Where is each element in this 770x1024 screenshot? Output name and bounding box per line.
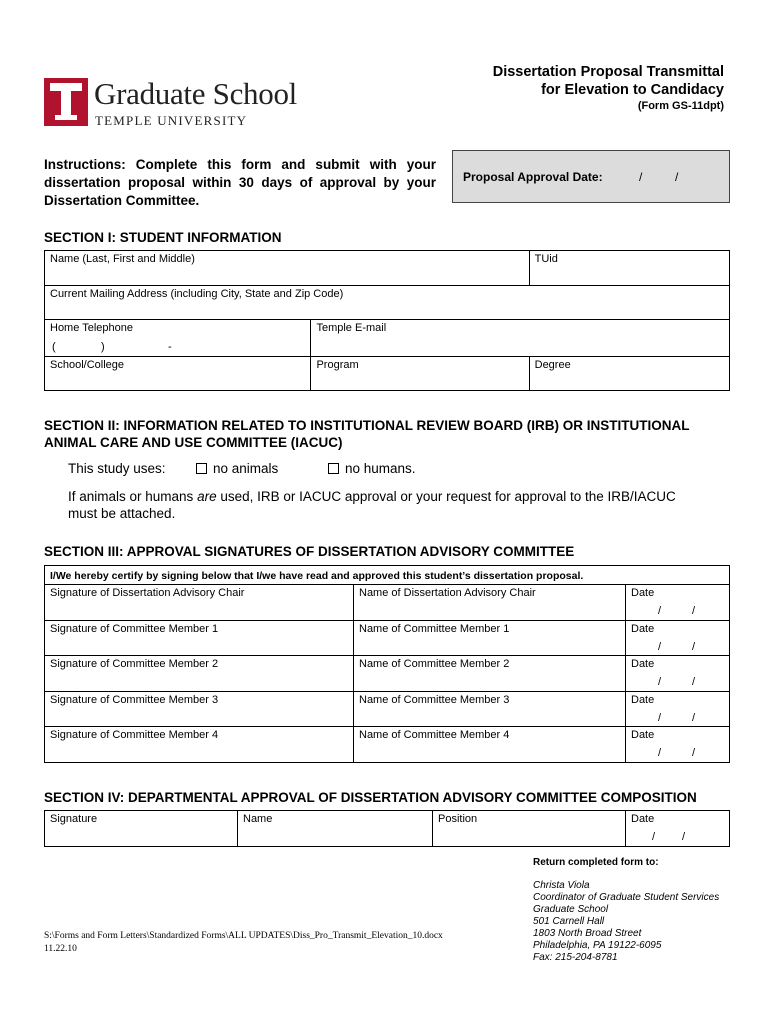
dept-signature-field[interactable] <box>45 811 238 847</box>
date-sep: / <box>652 831 656 843</box>
logo-university-name: TEMPLE UNIVERSITY <box>95 113 248 128</box>
school-college-field[interactable] <box>45 357 311 391</box>
member-name-field[interactable] <box>354 621 626 656</box>
return-address <box>533 880 719 964</box>
instructions-text: Instructions: Complete this form and submit with your dissertation proposal within 30 days of approval by your Dissertation Committee. <box>44 157 436 208</box>
date-sep: / <box>658 747 662 759</box>
address-line: 501 Carnell Hall <box>533 916 605 927</box>
signature-row <box>45 585 730 621</box>
temple-email-field[interactable] <box>311 320 730 357</box>
date-label: Date <box>631 658 655 670</box>
address-field[interactable] <box>45 286 730 320</box>
phone-close-paren: ) <box>101 341 105 353</box>
date-sep: / <box>692 747 696 759</box>
home-telephone-field[interactable] <box>45 320 311 357</box>
email-label: Temple E-mail <box>316 322 387 334</box>
name-field[interactable] <box>45 251 530 286</box>
dept-date-label: Date <box>631 813 655 825</box>
section4-heading: SECTION IV: DEPARTMENTAL APPROVAL OF DISSERTATION ADVISORY COMMITTEE COMPOSITION <box>44 790 697 805</box>
signature-field[interactable] <box>45 692 354 727</box>
tuid-field[interactable] <box>529 251 729 286</box>
date-label: Date <box>631 694 655 706</box>
member-name-label: Name of Dissertation Advisory Chair <box>359 587 536 599</box>
phone-label: Home Telephone <box>50 322 133 334</box>
dept-name-label: Name <box>243 813 273 825</box>
member-name-label: Name of Committee Member 2 <box>359 658 510 670</box>
signature-label: Signature of Dissertation Advisory Chair <box>50 587 245 599</box>
date-sep: / <box>658 676 662 688</box>
address-line: Fax: 215-204-8781 <box>533 952 618 963</box>
name-label: Name (Last, First and Middle) <box>50 253 195 265</box>
program-label: Program <box>316 359 359 371</box>
proposal-approval-date-box[interactable] <box>452 150 730 203</box>
signature-label: Signature of Committee Member 3 <box>50 694 219 706</box>
file-path-footer <box>44 930 443 956</box>
irb-note-emphasis: are <box>197 489 217 504</box>
date-sep: / <box>692 605 696 617</box>
date-sep: / <box>692 712 696 724</box>
dept-position-label: Position <box>438 813 478 825</box>
signature-field[interactable] <box>45 585 354 621</box>
degree-label: Degree <box>534 359 571 371</box>
signature-row <box>45 692 730 727</box>
member-name-field[interactable] <box>354 585 626 621</box>
irb-note-part2: used, IRB or IACUC approval or your request for approval to the IRB/IACUC must be attached. <box>68 489 676 521</box>
address-line: 1803 North Broad Street <box>533 928 642 939</box>
signature-label: Signature of Committee Member 2 <box>50 658 219 670</box>
date-sep: / <box>682 831 686 843</box>
form-title-line2: for Elevation to Candidacy <box>541 82 724 98</box>
approval-date-label: Proposal Approval Date: <box>463 170 603 184</box>
address-line: Christa Viola <box>533 880 590 891</box>
date-sep: / <box>658 712 662 724</box>
program-field[interactable] <box>311 357 529 391</box>
dept-name-field[interactable] <box>238 811 433 847</box>
address-label: Current Mailing Address (including City, State and Zip Code) <box>50 288 344 300</box>
section3-heading: SECTION III: APPROVAL SIGNATURES OF DISSERTATION ADVISORY COMMITTEE <box>44 544 575 559</box>
address-line: Coordinator of Graduate Student Services <box>533 892 720 903</box>
return-heading: Return completed form to: <box>533 857 659 868</box>
address-line: Graduate School <box>533 904 609 915</box>
form-code: (Form GS-11dpt) <box>637 100 724 112</box>
signature-row <box>45 621 730 656</box>
approval-date-sep: / <box>675 170 679 184</box>
section2-heading-line1: SECTION II: INFORMATION RELATED TO INSTITUTIONAL REVIEW BOARD (IRB) OR INSTITUTIONAL <box>44 418 690 433</box>
member-name-label: Name of Committee Member 4 <box>359 729 510 741</box>
signature-row <box>45 656 730 692</box>
no-humans-checkbox[interactable] <box>328 463 339 474</box>
departmental-approval-table <box>44 810 730 847</box>
phone-open-paren: ( <box>52 341 56 353</box>
no-animals-label: no animals <box>213 461 279 476</box>
section1-heading: SECTION I: STUDENT INFORMATION <box>44 230 282 245</box>
date-label: Date <box>631 623 655 635</box>
member-name-field[interactable] <box>354 692 626 727</box>
study-uses-label: This study uses: <box>68 461 166 476</box>
section2-heading-line2: ANIMAL CARE AND USE COMMITTEE (IACUC) <box>44 435 343 450</box>
signature-row <box>45 727 730 763</box>
signature-field[interactable] <box>45 621 354 656</box>
no-humans-option[interactable] <box>328 461 416 476</box>
date-label: Date <box>631 729 655 741</box>
member-name-label: Name of Committee Member 1 <box>359 623 510 635</box>
date-sep: / <box>692 676 696 688</box>
date-sep: / <box>692 641 696 653</box>
signature-date-field[interactable] <box>626 727 730 763</box>
approval-date-sep: / <box>639 170 643 184</box>
signature-date-field[interactable] <box>626 656 730 692</box>
revision-date: 11.22.10 <box>44 944 77 954</box>
member-name-field[interactable] <box>354 727 626 763</box>
date-label: Date <box>631 587 655 599</box>
member-name-label: Name of Committee Member 3 <box>359 694 510 706</box>
no-humans-label: no humans. <box>345 461 416 476</box>
date-sep: / <box>658 605 662 617</box>
no-animals-option[interactable] <box>196 461 278 476</box>
school-label: School/College <box>50 359 124 371</box>
member-name-field[interactable] <box>354 656 626 692</box>
file-path: S:\Forms and Form Letters\Standardized Forms\ALL UPDATES\Diss_Pro_Transmit_Elevation_10.docx <box>44 931 443 941</box>
signature-label: Signature of Committee Member 1 <box>50 623 219 635</box>
form-title-line1: Dissertation Proposal Transmittal <box>492 64 724 80</box>
irb-note <box>68 488 708 522</box>
student-info-table <box>44 250 730 391</box>
irb-note-part1: If animals or humans <box>68 489 198 504</box>
signature-date-field[interactable] <box>626 585 730 621</box>
tuid-label: TUid <box>534 253 558 265</box>
logo-school-name: Graduate School <box>94 76 297 111</box>
date-sep: / <box>658 641 662 653</box>
signature-field[interactable] <box>45 727 354 763</box>
signature-label: Signature of Committee Member 4 <box>50 729 219 741</box>
certify-statement: I/We hereby certify by signing below that I/we have read and approved this student’s dissertation proposal. <box>45 566 730 585</box>
signature-field[interactable] <box>45 656 354 692</box>
dept-date-field[interactable] <box>626 811 730 847</box>
dept-signature-label: Signature <box>50 813 98 825</box>
signature-date-field[interactable] <box>626 692 730 727</box>
address-line: Philadelphia, PA 19122-6095 <box>533 940 662 951</box>
temple-logo-icon <box>44 78 88 126</box>
no-animals-checkbox[interactable] <box>196 463 207 474</box>
degree-field[interactable] <box>529 357 729 391</box>
phone-dash: - <box>168 341 172 353</box>
committee-signatures-table <box>44 565 730 763</box>
signature-date-field[interactable] <box>626 621 730 656</box>
dept-position-field[interactable] <box>433 811 626 847</box>
